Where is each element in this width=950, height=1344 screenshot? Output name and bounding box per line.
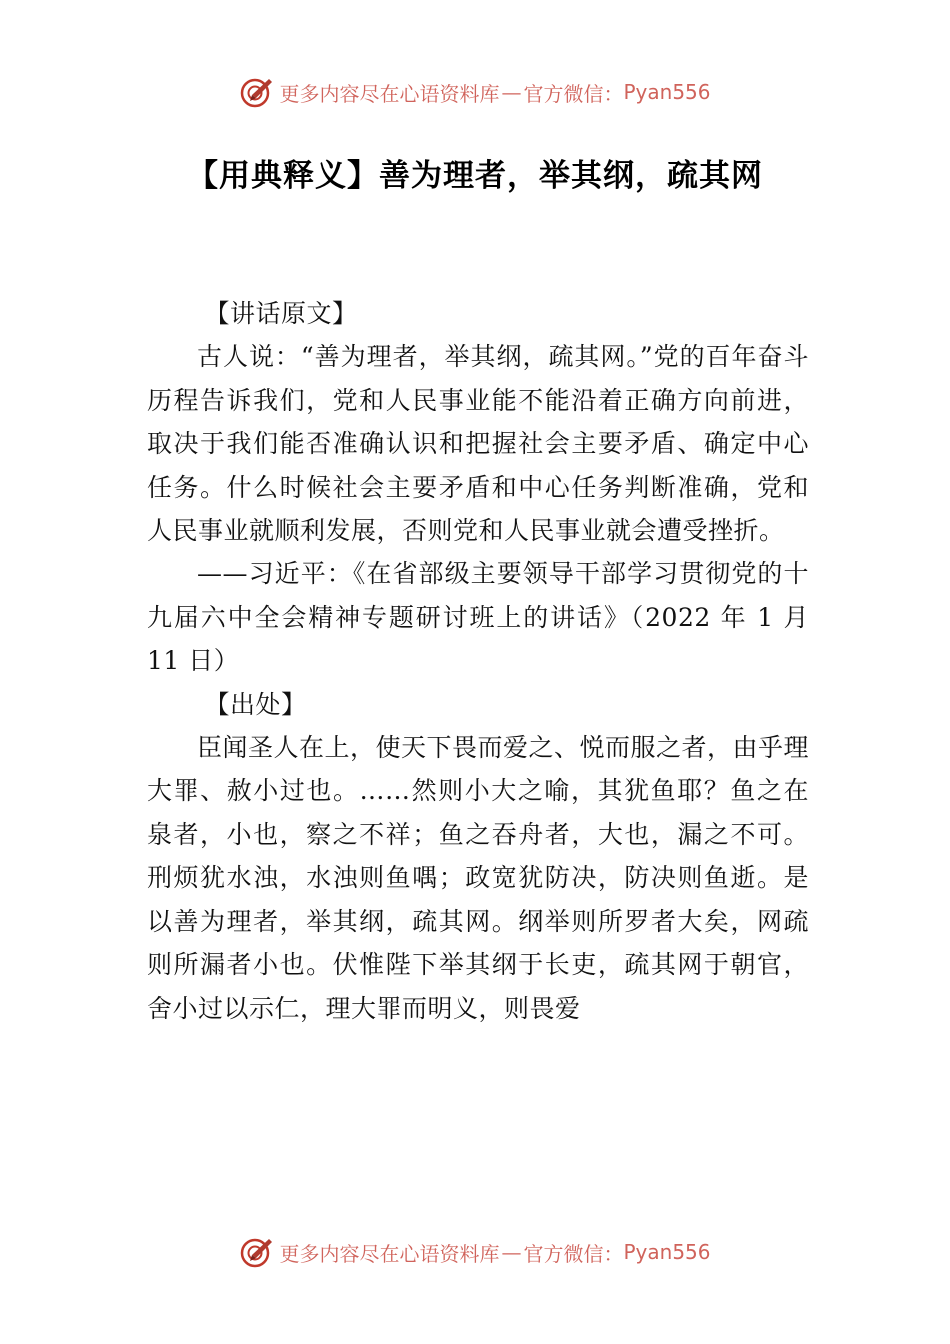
banner-site-text: 更多内容尽在心语资料库 [279, 81, 500, 106]
logo-icon [239, 74, 275, 110]
banner-separator: — [501, 80, 522, 104]
page-title: 【用典释义】善为理者，举其纲，疏其网 [187, 158, 763, 194]
speech-heading: 【讲话原文】 [204, 299, 358, 328]
logo-icon [239, 1234, 275, 1270]
banner-separator: — [501, 1240, 522, 1264]
origin-heading: 【出处】 [204, 689, 307, 719]
origin-paragraph: 臣闻圣人在上，使天下畏而爱之、悦而服之者，由乎理大罪、赦小过也。……然则小大之喻，其犹鱼耶？鱼之在泉者，小也，察之不祥；鱼之吞舟者，大也，漏之不可。刑烦犹水浊，水浊则鱼喁；政宽犹防决，防决则鱼逝。是以善为理者，举其纲，疏其网。纲举则所罗者大矣，网疏则所漏者小也。伏惟陛下举其纲于长吏，疏其网于朝官，舍小过以示仁，理大罪而明义，则畏爱 [147, 733, 810, 1023]
banner-wechat-label: 官方微信： [523, 81, 624, 106]
banner-wechat-id: Pyan556 [623, 1240, 711, 1264]
speech-source: ——习近平：《在省部级主要领导干部学习贯彻党的十九届六中全会精神专题研讨班上的讲话》（2022 年 1 月 11 日） [147, 559, 809, 676]
footer-banner [0, 1232, 950, 1272]
banner-wechat-id: Pyan556 [623, 80, 711, 104]
speech-paragraph: 古人说：“善为理者，举其纲，疏其网。”党的百年奋斗历程告诉我们，党和人民事业能不能沿着正确方向前进，取决于我们能否准确认识和把握社会主要矛盾、确定中心任务。什么时候社会主要矛盾和中心任务判断准确，党和人民事业就顺利发展，否则党和人民事业就会遭受挫折。 [147, 342, 809, 546]
header-banner [0, 72, 950, 112]
banner-site-text: 更多内容尽在心语资料库 [279, 1241, 500, 1266]
document-body [147, 292, 809, 1030]
banner-wechat-label: 官方微信： [523, 1241, 624, 1266]
